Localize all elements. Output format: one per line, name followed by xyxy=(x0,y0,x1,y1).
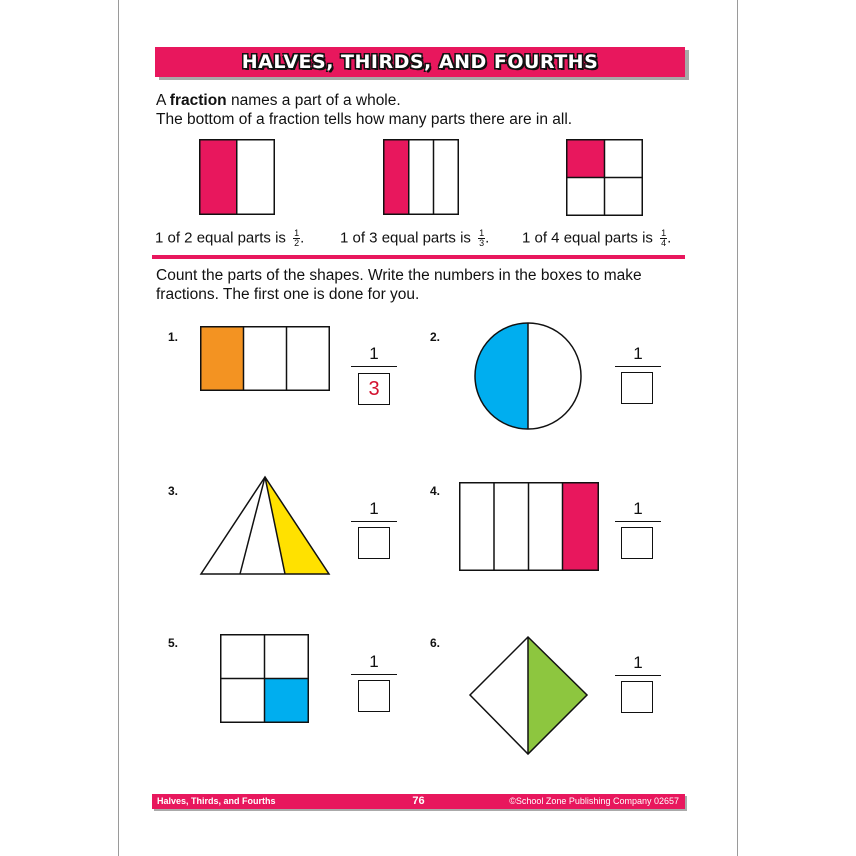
example-label-fourths xyxy=(522,229,671,248)
instructions: Count the parts of the shapes. Write the numbers in the boxes to make fractions. The first one is done for you. xyxy=(156,267,642,303)
example-period: . xyxy=(485,229,490,247)
problem-5-label: 5. xyxy=(168,636,179,650)
problem-1-numerator: 1 xyxy=(369,344,379,363)
problem-4-label: 4. xyxy=(430,484,441,498)
problem-4-fraction-bar xyxy=(615,521,661,522)
problem-6-answer-box[interactable] xyxy=(621,681,653,713)
problem-3-answer-box[interactable] xyxy=(358,527,390,559)
shaded-part xyxy=(201,327,244,391)
shaded-part xyxy=(384,140,409,215)
section-divider xyxy=(152,255,685,259)
example-period: . xyxy=(667,229,672,247)
problem-2-answer-box[interactable] xyxy=(621,372,653,404)
problem-4-rectangle-fourths xyxy=(459,482,599,571)
example-fourths-square xyxy=(566,139,643,216)
page-number: 76 xyxy=(412,795,425,807)
problem-1-rectangle-thirds xyxy=(200,326,330,391)
problem-1-label: 1. xyxy=(168,330,179,344)
problem-6-numerator: 1 xyxy=(633,653,643,672)
intro-suffix: names a part of a whole. xyxy=(226,92,401,109)
example-label-thirds xyxy=(340,229,489,248)
problem-2-label: 2. xyxy=(430,330,441,344)
problem-2-fraction-bar xyxy=(615,366,661,367)
shaded-part xyxy=(528,637,587,754)
problem-4-numerator: 1 xyxy=(633,499,643,518)
shaded-part xyxy=(567,140,605,178)
problem-1-fraction-bar xyxy=(351,366,397,367)
intro-text xyxy=(156,91,572,129)
problem-1-answer-box[interactable]: 3 xyxy=(358,373,390,405)
shaded-part xyxy=(200,140,237,215)
problem-5-fraction-bar xyxy=(351,674,397,675)
problem-5-numerator: 1 xyxy=(369,652,379,671)
problem-6-label: 6. xyxy=(430,636,441,650)
problem-6-fraction-bar xyxy=(615,675,661,676)
intro-keyword: fraction xyxy=(169,92,227,109)
fraction-denominator: 2 xyxy=(294,238,300,248)
title-banner xyxy=(155,47,685,77)
problem-3-label: 3. xyxy=(168,484,179,498)
problem-2-numerator: 1 xyxy=(633,344,643,363)
example-text: 1 of 2 equal parts is xyxy=(155,229,286,247)
footer-copyright: ©School Zone Publishing Company 02657 xyxy=(509,796,679,806)
problem-6-diamond-halves xyxy=(469,636,589,756)
example-period: . xyxy=(300,229,305,247)
intro-line-2: The bottom of a fraction tells how many parts there are in all. xyxy=(156,111,573,128)
example-text: 1 of 4 equal parts is xyxy=(522,229,653,247)
shaded-part xyxy=(265,679,309,723)
example-halves-rectangle xyxy=(199,139,275,215)
example-thirds-rectangle xyxy=(383,139,459,215)
problem-4-answer-box[interactable] xyxy=(621,527,653,559)
fraction-denominator: 3 xyxy=(479,238,485,248)
example-text: 1 of 3 equal parts is xyxy=(340,229,471,247)
intro-line-1 xyxy=(156,91,572,110)
footer-section-title: Halves, Thirds, and Fourths xyxy=(157,796,276,806)
problem-5-answer-box[interactable] xyxy=(358,680,390,712)
shaded-part xyxy=(475,323,528,429)
problem-3-triangle-thirds xyxy=(200,476,330,576)
shaded-part xyxy=(563,483,599,571)
problem-2-circle-halves xyxy=(474,322,582,430)
fraction-numerator: 1 xyxy=(661,228,667,238)
fraction-numerator: 1 xyxy=(294,228,300,238)
footer-bar xyxy=(152,794,685,809)
problem-5-square-fourths xyxy=(220,634,309,723)
problem-3-fraction-bar xyxy=(351,521,397,522)
page-title: HALVES, THIRDS, AND FOURTHS xyxy=(241,51,599,73)
example-label-halves xyxy=(155,229,304,248)
fraction-denominator: 4 xyxy=(661,238,667,248)
divider xyxy=(240,477,265,574)
intro-prefix: A xyxy=(156,92,170,109)
problem-3-numerator: 1 xyxy=(369,499,379,518)
fraction-numerator: 1 xyxy=(479,228,485,238)
